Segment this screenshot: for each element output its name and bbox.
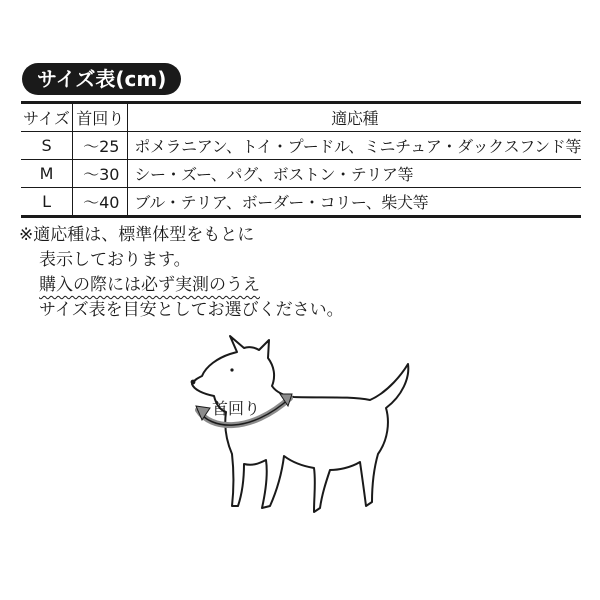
size-cell: S [21, 132, 73, 160]
column-header-size: サイズ [21, 103, 73, 132]
dog-outline-icon [180, 330, 420, 530]
breeds-cell: シー・ズー、パグ、ボストン・テリア等 [128, 160, 581, 188]
neck-cell: ～40 [73, 188, 128, 217]
table-row [21, 132, 581, 160]
note-line: 表示しております。 [39, 250, 191, 270]
note-line: ※適応種は、標準体型をもとに [19, 225, 255, 245]
column-header-breeds: 適応種 [128, 103, 581, 132]
breeds-cell: ブル・テリア、ボーダー・コリー、柴犬等 [128, 188, 581, 217]
table-row [21, 188, 581, 217]
table-header-row [21, 103, 581, 132]
note-line-wavy [19, 273, 344, 298]
neck-cell: ～25 [73, 132, 128, 160]
size-cell: M [21, 160, 73, 188]
note-line: サイズ表を目安としてお選びください。 [39, 300, 344, 320]
neck-measurement-label: 首回り [212, 399, 261, 418]
table-row [21, 160, 581, 188]
wavy-underlined-text: 購入の際には必ず実測のうえ [39, 275, 260, 295]
size-chart-title: サイズ表(cm) [22, 63, 181, 95]
notes-block [19, 223, 344, 323]
breeds-cell: ポメラニアン、トイ・プードル、ミニチュア・ダックスフンド等 [128, 132, 581, 160]
size-table [21, 101, 581, 218]
neck-cell: ～30 [73, 160, 128, 188]
column-header-neck: 首回り [73, 103, 128, 132]
size-cell: L [21, 188, 73, 217]
